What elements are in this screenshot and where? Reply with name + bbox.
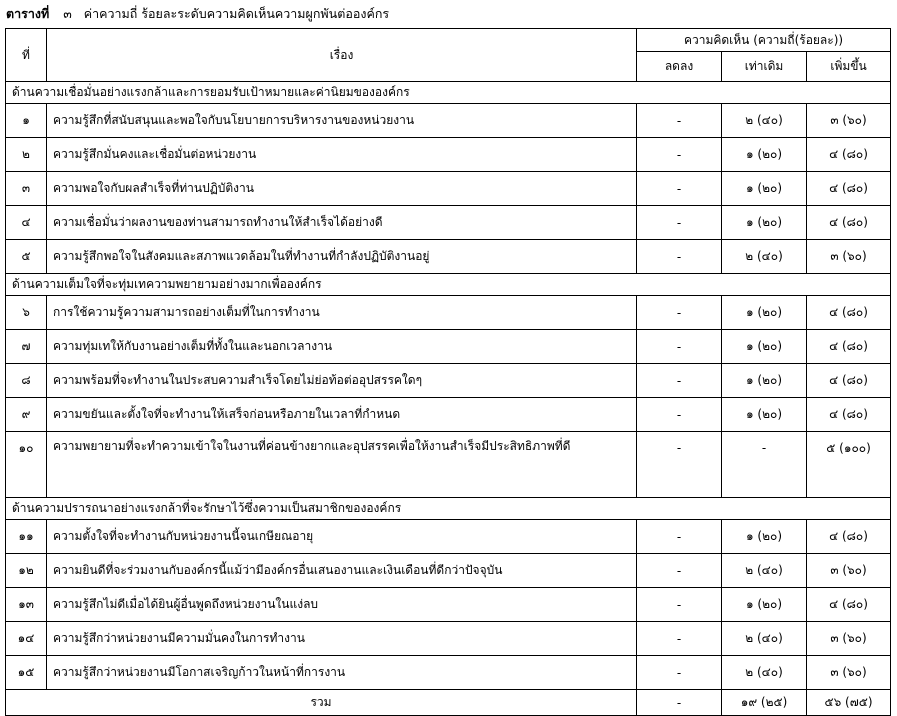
table-row [6,554,891,588]
row-topic: ความยินดีที่จะร่วมงานกับองค์กรนี้แม้ว่ามีองค์กรอื่นเสนองานและเงินเดือนที่ดีกว่าปัจจุบัน [47,554,637,588]
row-decrease: - [637,104,722,138]
section-title: ด้านความเชื่อมั่นอย่างแรงกล้าและการยอมรับเป้าหมายและค่านิยมขององค์กร [6,82,891,104]
row-increase: ๓ (๖๐) [807,622,891,656]
row-same: ๒ (๔๐) [722,240,807,274]
table-row [6,172,891,206]
caption-number: ๓ [63,6,72,21]
caption-label: ตารางที่ [6,6,50,21]
row-increase: ๕ (๑๐๐) [807,432,891,498]
row-increase: ๔ (๘๐) [807,398,891,432]
row-increase: ๔ (๘๐) [807,588,891,622]
row-decrease: - [637,622,722,656]
total-row [6,690,891,716]
row-decrease: - [637,520,722,554]
table-row [6,240,891,274]
total-decrease: - [637,690,722,716]
section-row [6,498,891,520]
row-decrease: - [637,138,722,172]
row-topic: ความรู้สึกไม่ดีเมื่อได้ยินผู้อื่นพูดถึงหน่วยงานในแง่ลบ [47,588,637,622]
row-no: ๗ [6,330,47,364]
table-row [6,622,891,656]
section-row [6,82,891,104]
row-topic: ความขยันและตั้งใจที่จะทำงานให้เสร็จก่อนหรือภายในเวลาที่กำหนด [47,398,637,432]
table-row [6,656,891,690]
row-increase: ๔ (๘๐) [807,138,891,172]
row-decrease: - [637,296,722,330]
row-same: ๑ (๒๐) [722,588,807,622]
row-increase: ๓ (๖๐) [807,554,891,588]
row-topic: ความรู้สึกที่สนับสนุนและพอใจกับนโยบายการบริหารงานของหน่วยงาน [47,104,637,138]
row-increase: ๔ (๘๐) [807,520,891,554]
table-caption [6,4,389,24]
row-topic: ความทุ่มเทให้กับงานอย่างเต็มที่ทั้งในและนอกเวลางาน [47,330,637,364]
row-topic: ความรู้สึกว่าหน่วยงานมีโอกาสเจริญก้าวในหน้าที่การงาน [47,656,637,690]
row-no: ๕ [6,240,47,274]
row-same: ๑ (๒๐) [722,364,807,398]
row-no: ๘ [6,364,47,398]
header-topic: เรื่อง [47,29,637,82]
row-decrease: - [637,588,722,622]
row-increase: ๓ (๖๐) [807,240,891,274]
total-same: ๑๙ (๒๕) [722,690,807,716]
header-no: ที่ [6,29,47,82]
row-same: ๒ (๔๐) [722,656,807,690]
table-row [6,520,891,554]
table-row [6,206,891,240]
row-increase: ๔ (๘๐) [807,330,891,364]
header-decrease: ลดลง [637,52,722,82]
row-same: ๑ (๒๐) [722,296,807,330]
row-topic: ความรู้สึกว่าหน่วยงานมีความมั่นคงในการทำงาน [47,622,637,656]
table-row [6,330,891,364]
table-row [6,296,891,330]
row-no: ๑๒ [6,554,47,588]
row-increase: ๔ (๘๐) [807,172,891,206]
table-row [6,588,891,622]
row-same: ๑ (๒๐) [722,520,807,554]
row-increase: ๔ (๘๐) [807,206,891,240]
section-title: ด้านความเต็มใจที่จะทุ่มเทความพยายามอย่างมากเพื่อองค์กร [6,274,891,296]
row-increase: ๓ (๖๐) [807,656,891,690]
header-increase: เพิ่มขึ้น [807,52,891,82]
row-increase: ๔ (๘๐) [807,296,891,330]
row-topic: ความพยายามที่จะทำความเข้าใจในงานที่ค่อนข้างยากและอุปสรรคเพื่อให้งานสำเร็จมีประสิทธิภาพที่ดี [47,432,637,498]
row-same: ๑ (๒๐) [722,138,807,172]
row-no: ๖ [6,296,47,330]
row-no: ๑๐ [6,432,47,498]
row-same: ๑ (๒๐) [722,206,807,240]
row-no: ๑ [6,104,47,138]
row-decrease: - [637,240,722,274]
table-row [6,432,891,498]
row-decrease: - [637,364,722,398]
row-no: ๓ [6,172,47,206]
row-same: ๒ (๔๐) [722,104,807,138]
row-topic: ความตั้งใจที่จะทำงานกับหน่วยงานนี้จนเกษียณอายุ [47,520,637,554]
row-no: ๙ [6,398,47,432]
header-opinion: ความคิดเห็น (ความถี่(ร้อยละ)) [637,29,891,52]
header-row-top [6,29,891,52]
row-no: ๑๕ [6,656,47,690]
table-row [6,364,891,398]
row-same: - [722,432,807,498]
section-row [6,274,891,296]
row-same: ๑ (๒๐) [722,330,807,364]
row-topic: ความรู้สึกมั่นคงและเชื่อมั่นต่อหน่วยงาน [47,138,637,172]
table-row [6,398,891,432]
row-no: ๑๑ [6,520,47,554]
row-topic: การใช้ความรู้ความสามารถอย่างเต็มที่ในการทำงาน [47,296,637,330]
row-no: ๒ [6,138,47,172]
row-no: ๔ [6,206,47,240]
table-row [6,138,891,172]
row-decrease: - [637,554,722,588]
row-topic: ความเชื่อมั่นว่าผลงานของท่านสามารถทำงานให้สำเร็จได้อย่างดี [47,206,637,240]
row-decrease: - [637,432,722,498]
table-row [6,104,891,138]
row-decrease: - [637,398,722,432]
row-increase: ๔ (๘๐) [807,364,891,398]
row-topic: ความพร้อมที่จะทำงานในประสบความสำเร็จโดยไม่ย่อท้อต่ออุปสรรคใดๆ [47,364,637,398]
row-topic: ความรู้สึกพอใจในสังคมและสภาพแวดล้อมในที่ทำงานที่กำลังปฏิบัติงานอยู่ [47,240,637,274]
total-increase: ๕๖ (๗๕) [807,690,891,716]
caption-text: ค่าความถี่ ร้อยละระดับความคิดเห็นความผูกพันต่อองค์กร [83,6,390,21]
row-decrease: - [637,330,722,364]
header-same: เท่าเดิม [722,52,807,82]
row-increase: ๓ (๖๐) [807,104,891,138]
row-same: ๑ (๒๐) [722,398,807,432]
row-no: ๑๔ [6,622,47,656]
row-no: ๑๓ [6,588,47,622]
row-decrease: - [637,172,722,206]
row-same: ๒ (๔๐) [722,554,807,588]
row-decrease: - [637,206,722,240]
total-label: รวม [6,690,637,716]
row-topic: ความพอใจกับผลสำเร็จที่ท่านปฏิบัติงาน [47,172,637,206]
row-decrease: - [637,656,722,690]
row-same: ๑ (๒๐) [722,172,807,206]
section-title: ด้านความปรารถนาอย่างแรงกล้าที่จะรักษาไว้ซึ่งความเป็นสมาชิกขององค์กร [6,498,891,520]
opinion-table [5,28,891,716]
row-same: ๒ (๔๐) [722,622,807,656]
